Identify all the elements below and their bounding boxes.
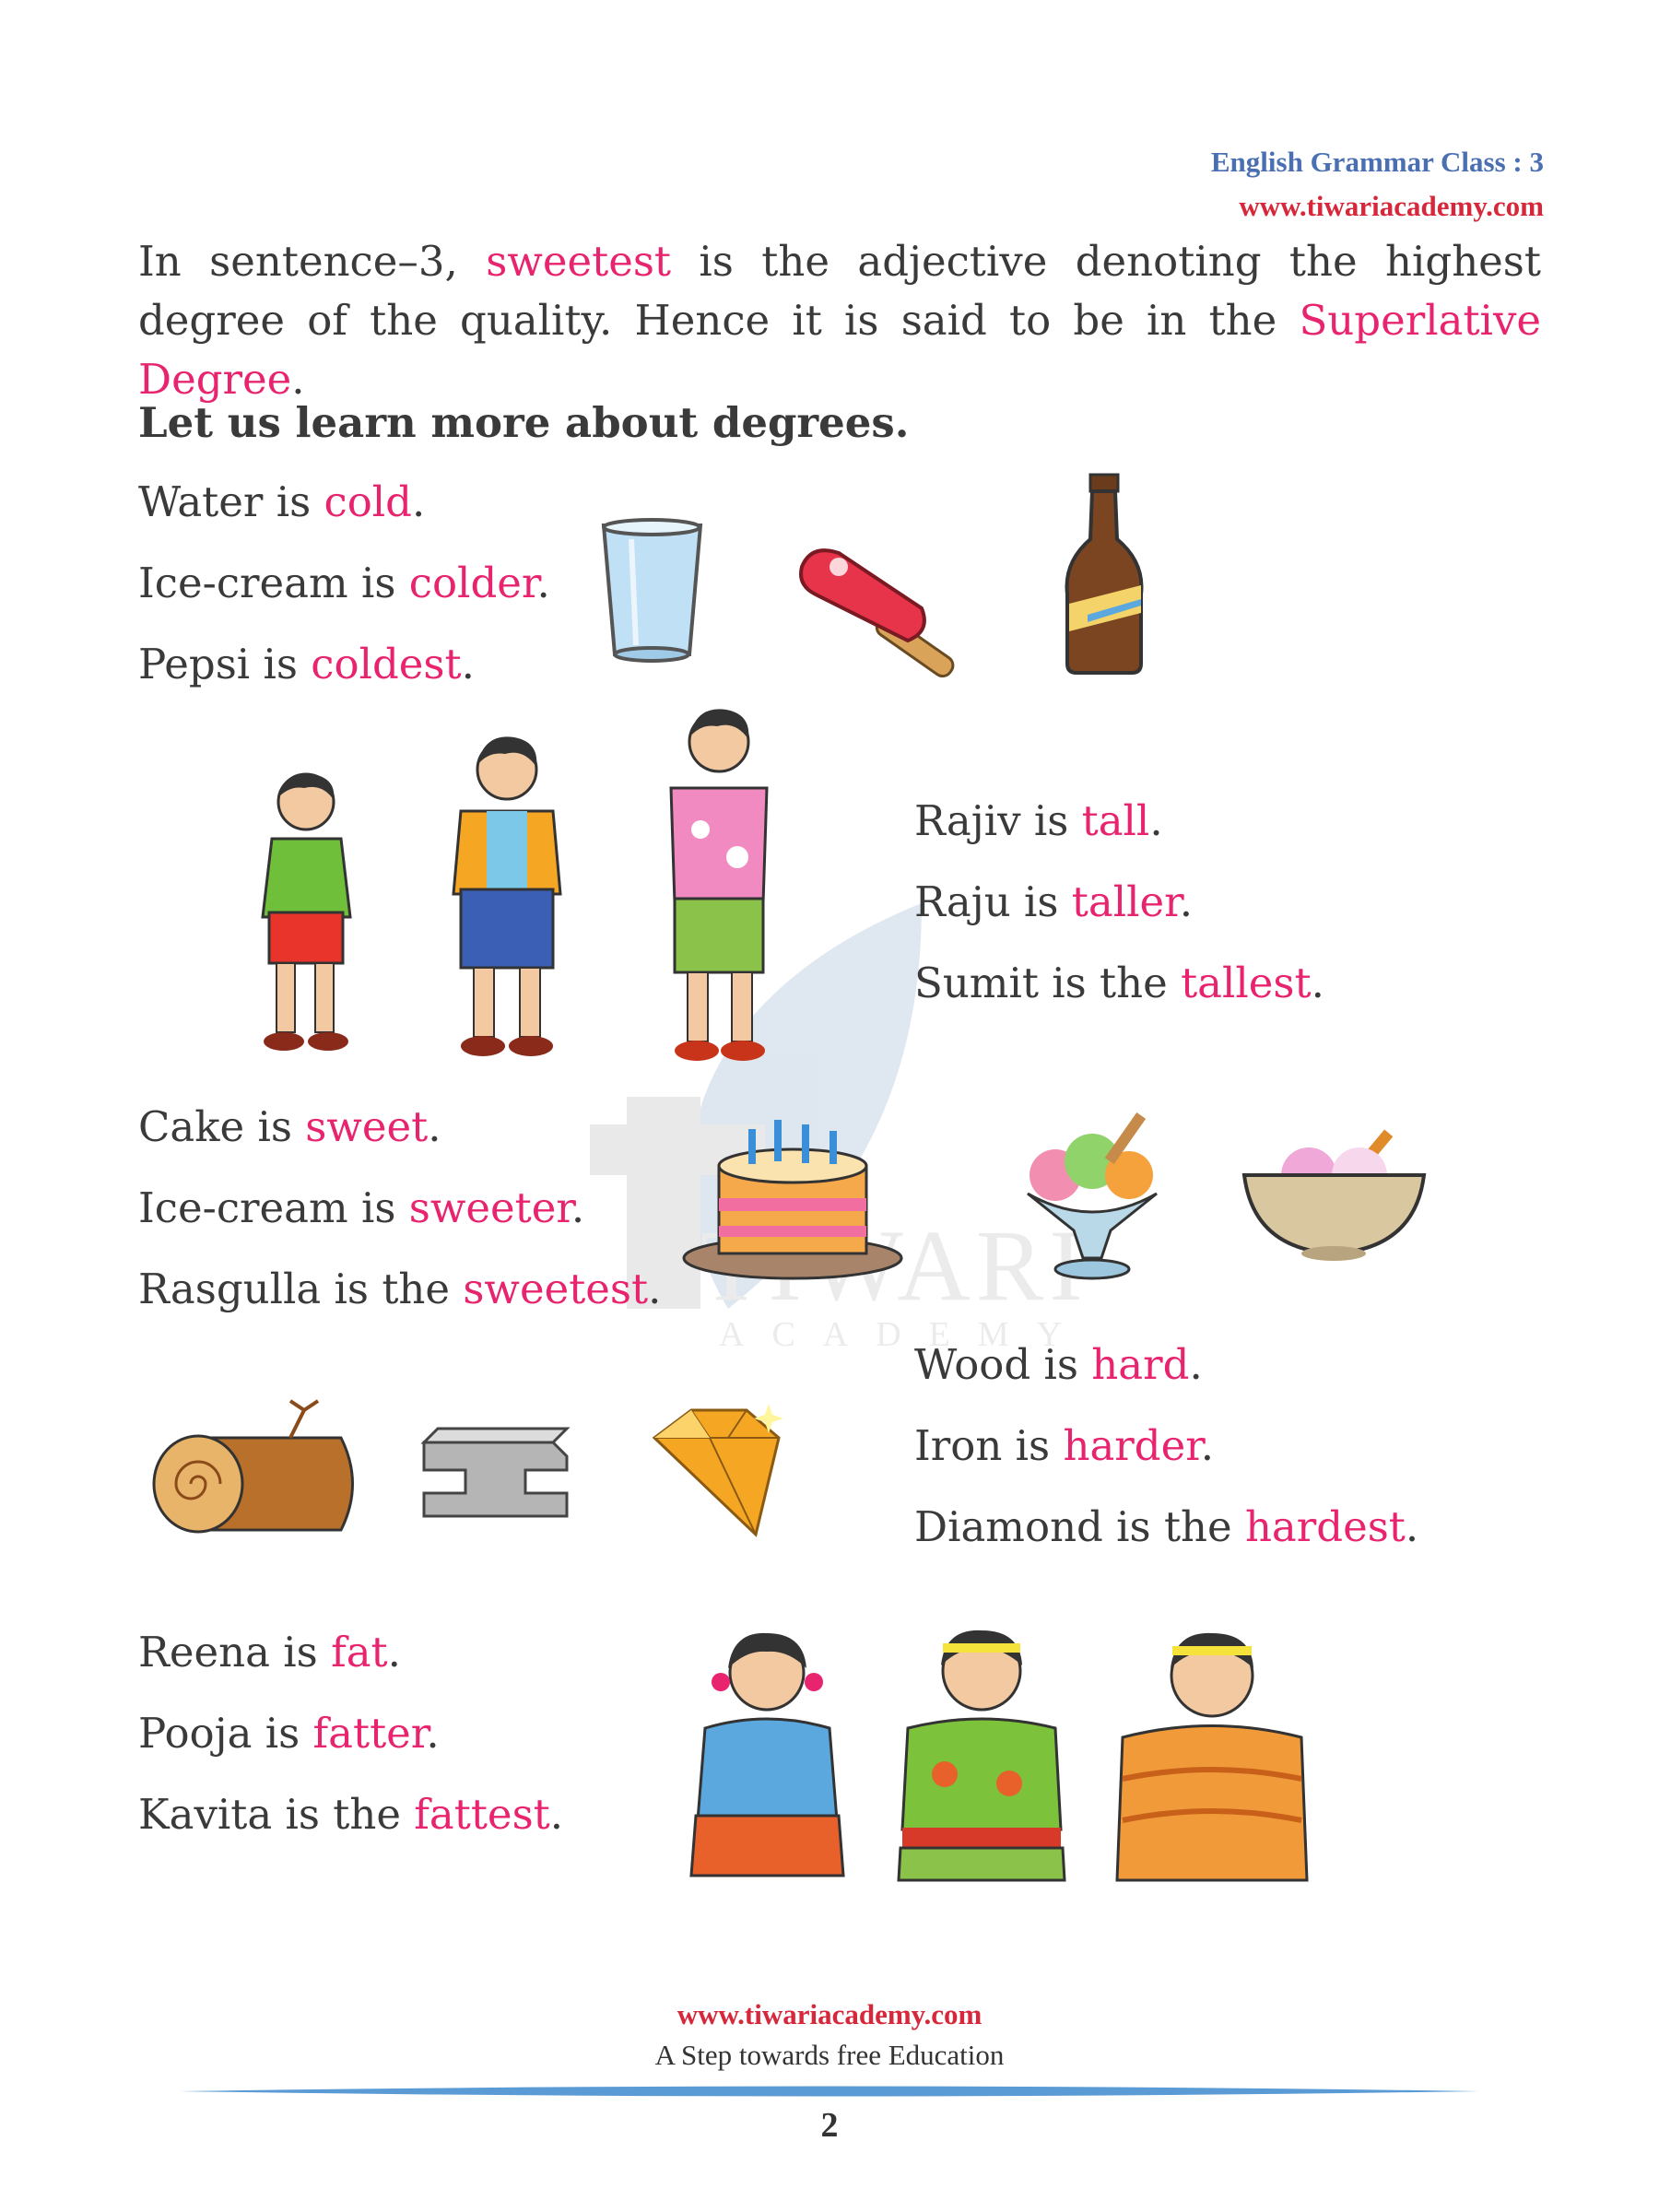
sentence-end: . xyxy=(571,1183,585,1232)
header-url[interactable]: www.tiwariacademy.com xyxy=(1239,190,1544,222)
sentence-cold-1 xyxy=(138,477,425,526)
intro-text-3: . xyxy=(291,355,305,404)
sentence-end: . xyxy=(428,1102,441,1151)
sentence-text: Raju is xyxy=(914,877,1072,926)
sentence-end: . xyxy=(648,1265,662,1313)
footer-tagline: A Step towards free Education xyxy=(654,2039,1005,2071)
watermark-subtext: ACADEMY xyxy=(719,1315,1090,1354)
adjective: tall xyxy=(1081,796,1150,845)
section-heading: Let us learn more about degrees. xyxy=(138,398,910,447)
adjective: hardest xyxy=(1244,1502,1406,1551)
adjective: fattest xyxy=(414,1790,550,1839)
boy-raju-image xyxy=(442,728,571,1069)
sentence-hard-2 xyxy=(914,1421,1214,1470)
wood-log-image xyxy=(143,1401,364,1548)
header-title: English Grammar Class : 3 xyxy=(1210,146,1544,178)
sentence-end: . xyxy=(1149,796,1163,845)
footer-divider xyxy=(180,2085,1479,2098)
footer-url[interactable]: www.tiwariacademy.com xyxy=(677,1998,982,2030)
adjective: harder xyxy=(1063,1421,1201,1470)
sentence-text: Kavita is the xyxy=(138,1790,415,1839)
adjective: fatter xyxy=(312,1709,427,1758)
sentence-sweet-3 xyxy=(138,1265,661,1313)
sentence-text: Cake is xyxy=(138,1102,306,1151)
sentence-end: . xyxy=(412,477,426,526)
cake-image xyxy=(682,1111,903,1281)
sentence-end: . xyxy=(1189,1340,1203,1389)
sentence-hard-3 xyxy=(914,1502,1418,1551)
adjective: taller xyxy=(1071,877,1180,926)
sentence-text: Rajiv is xyxy=(914,796,1082,845)
sentence-end: . xyxy=(461,640,475,688)
sentence-text: Water is xyxy=(138,477,324,526)
boy-sumit-image xyxy=(654,700,783,1069)
ice-lolly-image xyxy=(793,539,977,677)
adjective: sweetest xyxy=(463,1265,649,1313)
adjective: fat xyxy=(331,1628,388,1677)
sentence-fat-2 xyxy=(138,1709,440,1758)
sentence-sweet-2 xyxy=(138,1183,584,1232)
rasgulla-bowl-image xyxy=(1240,1120,1429,1263)
sentence-hard-1 xyxy=(914,1340,1203,1389)
intro-term-sweetest: sweetest xyxy=(486,237,671,286)
sentence-fat-1 xyxy=(138,1628,401,1677)
sentence-end: . xyxy=(536,559,550,607)
intro-paragraph xyxy=(138,232,1541,409)
adjective: tallest xyxy=(1181,959,1312,1007)
girl-kavita-image xyxy=(1115,1622,1309,1880)
intro-text-1: In sentence–3, xyxy=(138,237,487,286)
ice-cream-cup-image xyxy=(1009,1111,1175,1286)
sentence-text: Sumit is the xyxy=(914,959,1182,1007)
adjective: sweet xyxy=(305,1102,429,1151)
sentence-sweet-1 xyxy=(138,1102,441,1151)
boy-rajiv-image xyxy=(249,765,364,1069)
girl-pooja-image xyxy=(899,1618,1065,1880)
page-number: 2 xyxy=(820,2106,839,2145)
sentence-text: Rasgulla is the xyxy=(138,1265,464,1313)
sentence-end: . xyxy=(1311,959,1324,1007)
girl-reena-image xyxy=(691,1622,843,1880)
sentence-tall-2 xyxy=(914,877,1193,926)
sentence-tall-3 xyxy=(914,959,1324,1007)
water-glass-image xyxy=(599,516,705,664)
sentence-end: . xyxy=(1200,1421,1215,1470)
diamond-image xyxy=(636,1401,793,1539)
adjective: coldest xyxy=(311,640,462,688)
adjective: hard xyxy=(1091,1340,1190,1389)
sentence-text: Wood is xyxy=(914,1340,1092,1389)
sentence-end: . xyxy=(1405,1502,1419,1551)
intro-term-superlative: Superlative Degree xyxy=(138,296,1541,404)
sentence-tall-1 xyxy=(914,796,1163,845)
adjective: cold xyxy=(324,477,412,526)
sentence-text: Reena is xyxy=(138,1628,332,1677)
sentence-end: . xyxy=(549,1790,564,1839)
sentence-text: Diamond is the xyxy=(914,1502,1245,1551)
sentence-end: . xyxy=(1179,877,1193,926)
adjective: sweeter xyxy=(408,1183,571,1232)
sentence-cold-3 xyxy=(138,640,475,688)
sentence-text: Ice-cream is xyxy=(138,559,409,607)
iron-image xyxy=(415,1424,576,1525)
sentence-fat-3 xyxy=(138,1790,563,1839)
sentence-end: . xyxy=(426,1709,440,1758)
sentence-text: Ice-cream is xyxy=(138,1183,409,1232)
sentence-end: . xyxy=(387,1628,401,1677)
sentence-text: Pooja is xyxy=(138,1709,313,1758)
intro-text-2: is the adjective denoting the highest degree of the quality. Hence it is said to be in the xyxy=(138,237,1541,345)
sentence-text: Pepsi is xyxy=(138,640,312,688)
sentence-text: Iron is xyxy=(914,1421,1064,1470)
sentence-cold-2 xyxy=(138,559,550,607)
pepsi-bottle-image xyxy=(1060,475,1147,677)
adjective: colder xyxy=(408,559,537,607)
